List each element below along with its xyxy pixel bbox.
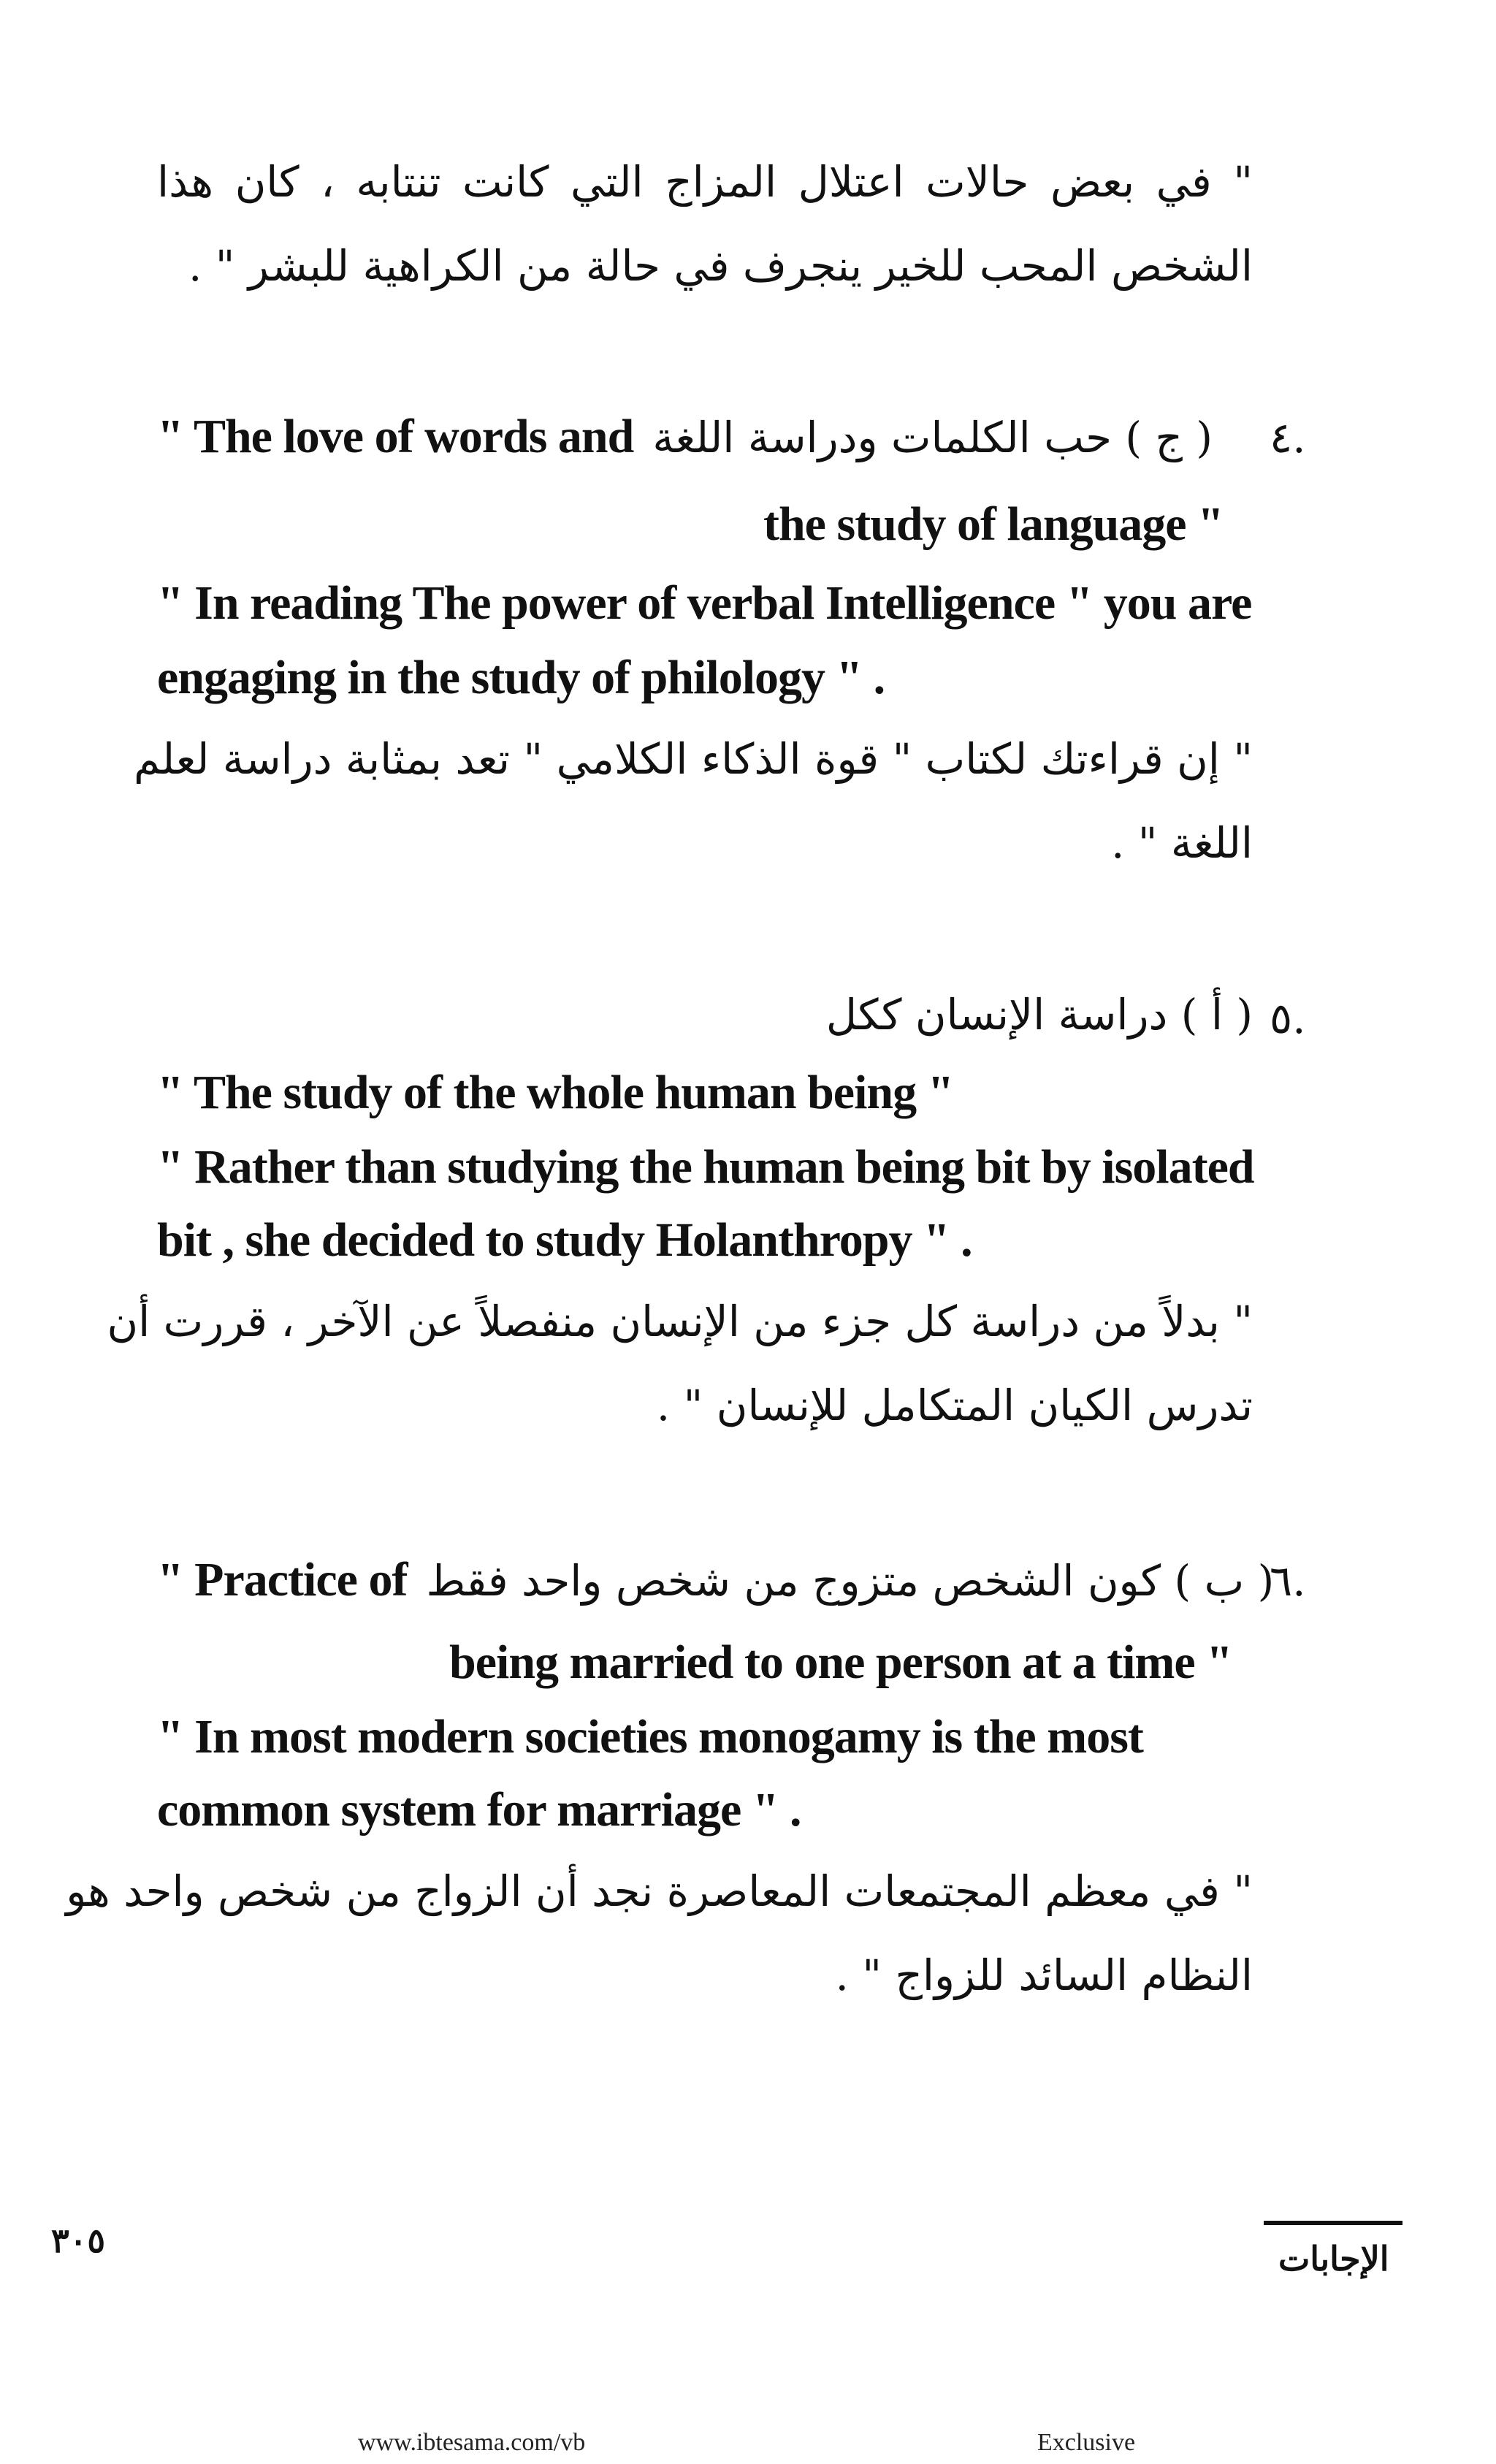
footer-divider [1264, 2221, 1402, 2225]
item-6-answer-arabic: ( ب ) كون الشخص متزوج من شخص واحد فقط [426, 1556, 1275, 1606]
item-5-example-english-1: " Rather than studying the human being bit by isolated [157, 1140, 1254, 1194]
item-5-example-arabic-1: " بدلاً من دراسة كل جزء من الإنسان منفصلاً عن الآخر ، قررت أن [107, 1297, 1253, 1346]
item-5-answer-arabic: ( أ ) دراسة الإنسان ككل [825, 990, 1253, 1040]
item-6-example-english-2: common system for marriage " . [157, 1783, 801, 1836]
item-4-example-arabic-1: " إن قراءتك لكتاب " قوة الذكاء الكلامي " تعد بمثابة دراسة لعلم [133, 734, 1253, 784]
item-4-example-arabic-2: اللغة " . [1110, 818, 1253, 868]
item-5-answer-english: " The study of the whole human being " [157, 1066, 954, 1119]
item-4-number: ٤. [1270, 413, 1306, 462]
item-6-example-english-1: " In most modern societies monogamy is the most [157, 1710, 1143, 1763]
item-5-example-english-2: bit , she decided to study Holanthropy " . [157, 1213, 972, 1267]
item-6-example-arabic-1: " في معظم المجتمعات المعاصرة نجد أن الزواج من شخص واحد هو [66, 1866, 1253, 1916]
item-6-answer-line [157, 1552, 1274, 1608]
section-title: الإجابات [1278, 2239, 1389, 2278]
watermark-tag: Exclusive [1037, 2429, 1136, 2456]
item-4-answer-english-cont: the study of language " [763, 497, 1224, 551]
watermark-url: www.ibtesama.com/vb [358, 2429, 586, 2456]
intro-arabic-line-2: الشخص المحب للخير ينجرف في حالة من الكراهية للبشر " . [188, 241, 1253, 291]
item-6-answer-english: " Practice of [157, 1553, 408, 1606]
item-6-example-arabic-2: النظام السائد للزواج " . [835, 1950, 1253, 2000]
page-number: ٣٠٥ [51, 2221, 106, 2260]
item-5-example-arabic-2: تدرس الكيان المتكامل للإنسان " . [656, 1381, 1253, 1430]
item-4-example-english-2: engaging in the study of philology " . [157, 651, 885, 704]
item-5-number: ٥. [1270, 993, 1306, 1043]
item-4-answer-arabic: ( ج ) حب الكلمات ودراسة اللغة [652, 413, 1213, 462]
item-4-example-english-1: " In reading The power of verbal Intelligence " you are [157, 576, 1252, 630]
item-4-answer-line [157, 409, 1213, 465]
item-4-answer-english: " The love of words and [157, 410, 634, 463]
item-6-answer-english-cont: being married to one person at a time " [449, 1636, 1232, 1689]
item-6-number: ٦. [1270, 1556, 1306, 1606]
intro-arabic-line-1: " في بعض حالات اعتلال المزاج التي كانت تنتابه ، كان هذا [157, 157, 1253, 207]
